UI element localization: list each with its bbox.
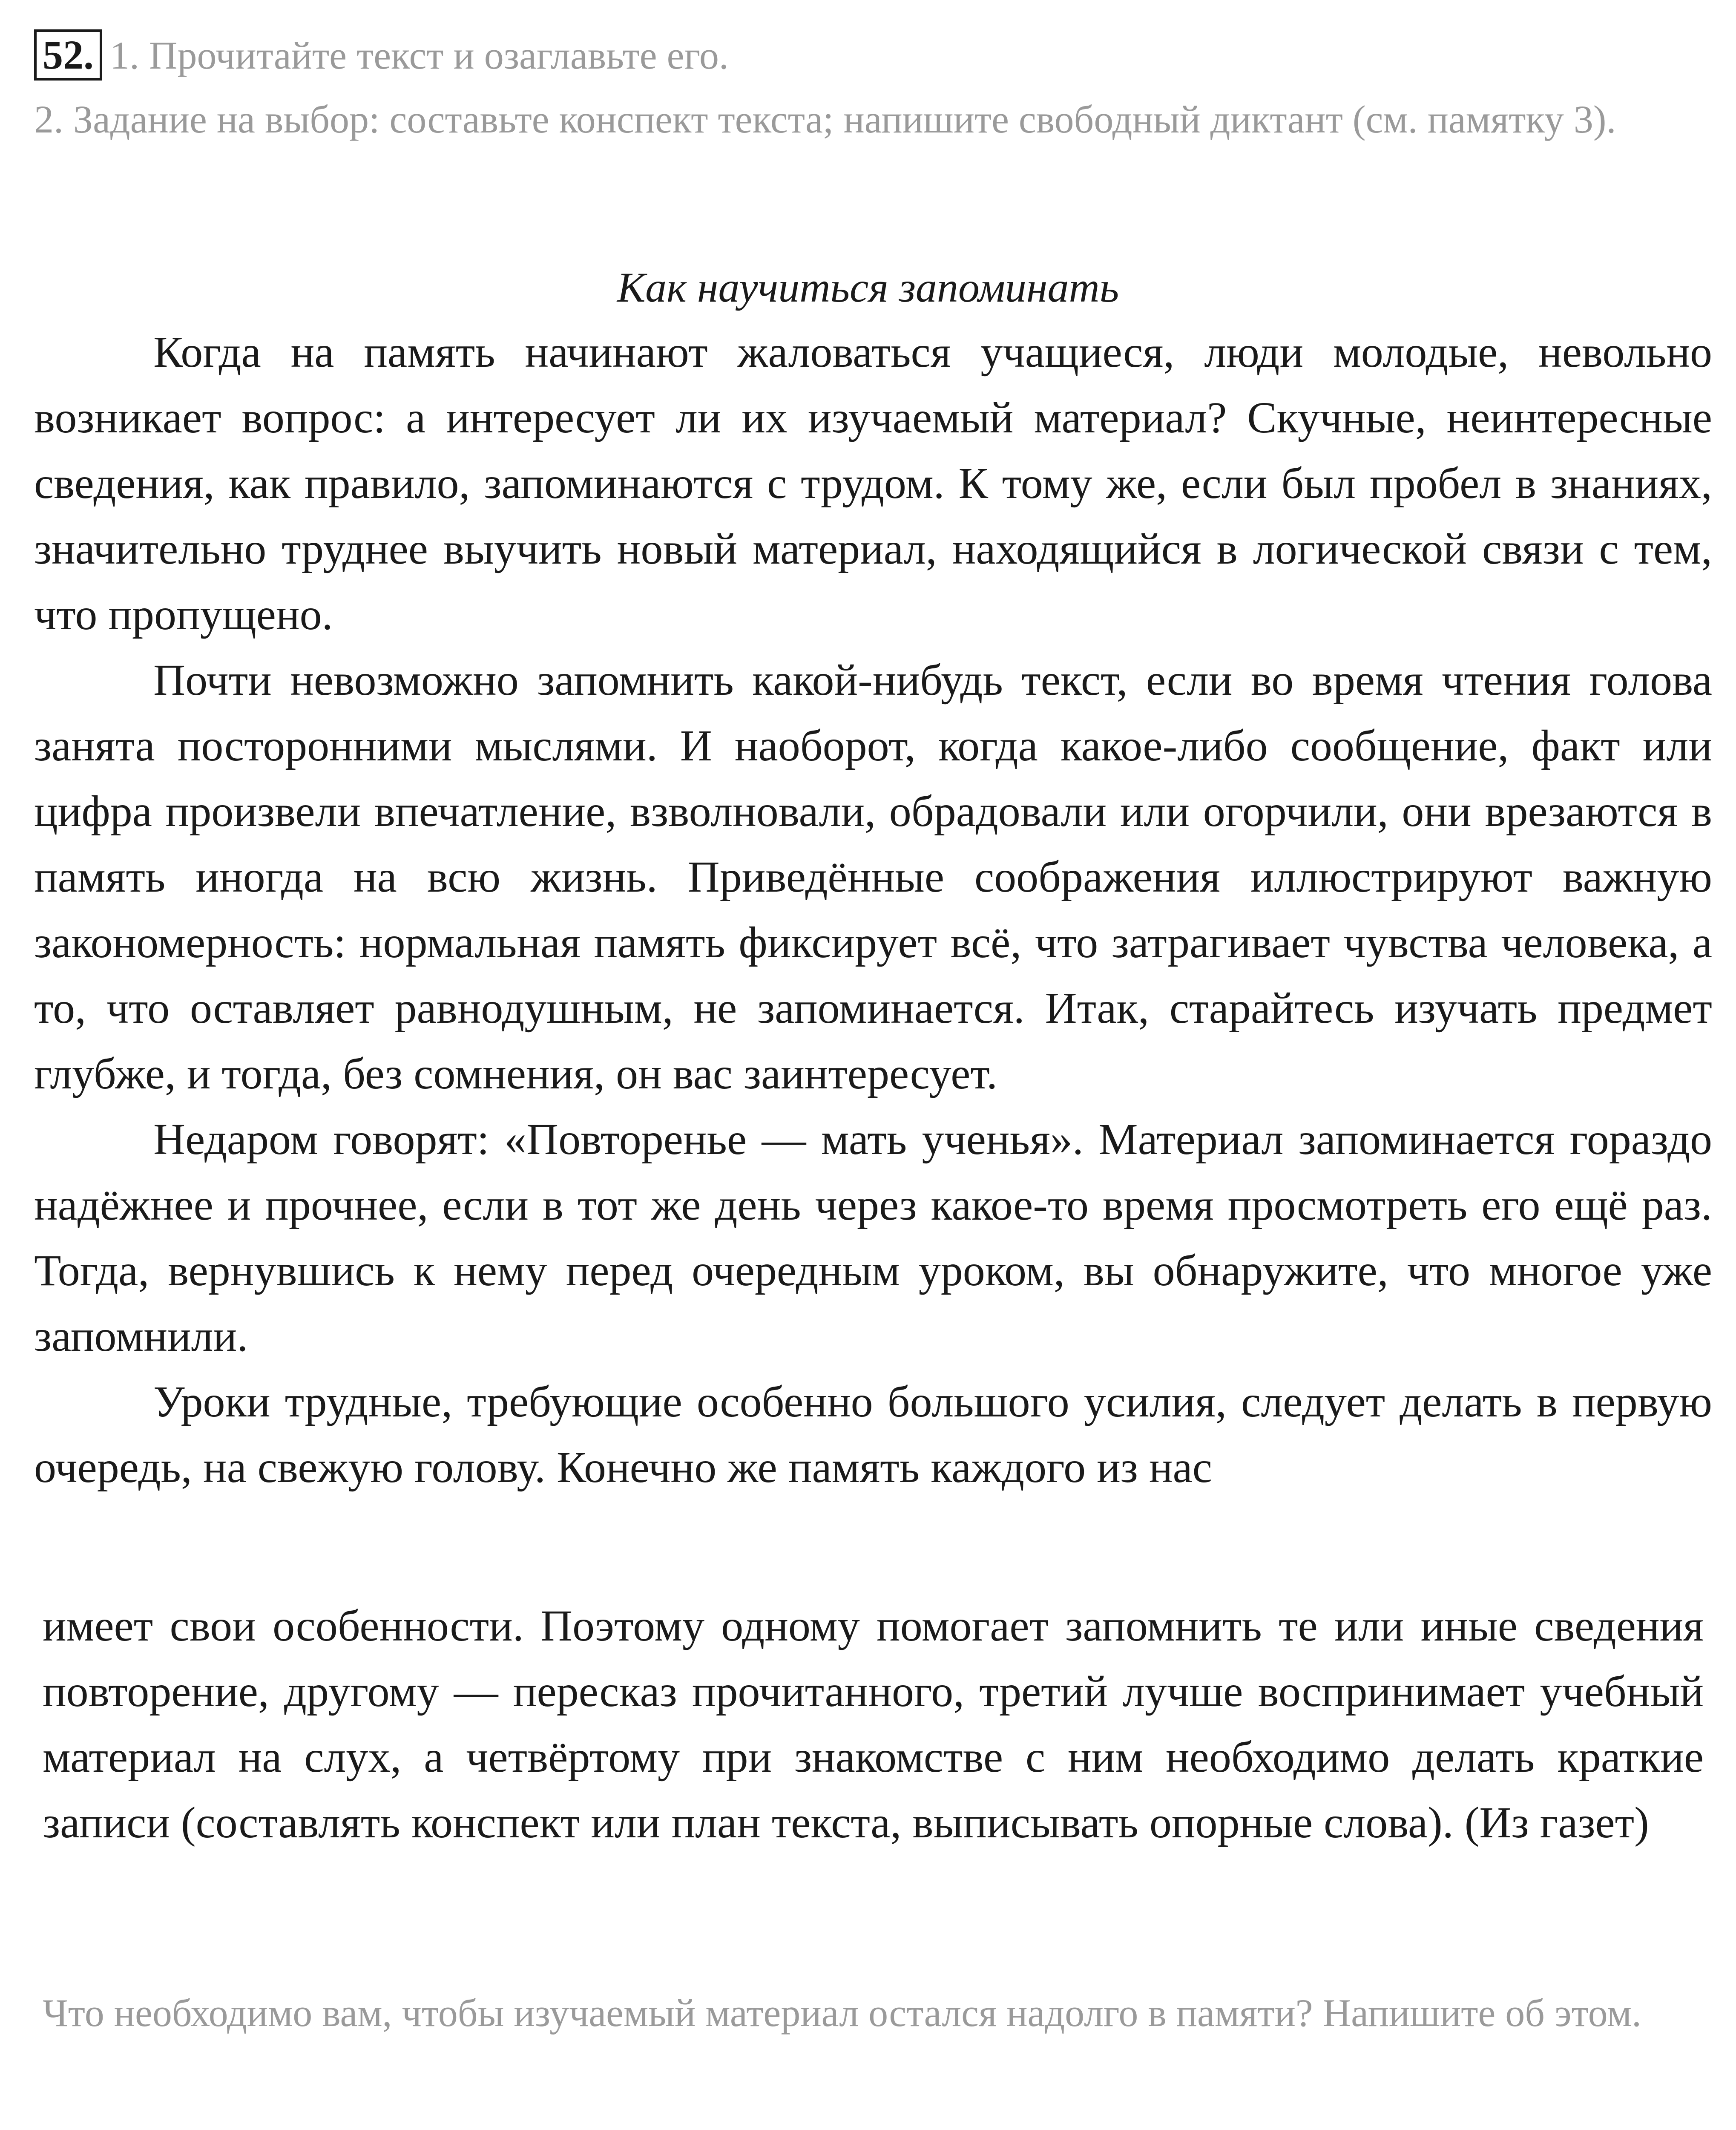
paragraph-3: Недаром говорят: «Повторенье — мать ученья». Материал запоминается гораздо надёжнее и прочнее, если в тот же день через какое-то время просмотреть его ещё раз. Тогда, вернувшись к нему перед очередным уроком, вы обнаружите, что многое уже запомнили. [34, 1115, 1712, 1361]
paragraph-4-continuation: имеет свои особенности. Поэтому одному помогает запомнить те или иные сведения повторение, другому — пересказ прочитанного, третий лучше воспринимает учебный материал на слух, а четвёртому при знакомстве с ним необходимо делать краткие записи (составлять конспект или план текста, выписывать опорные слова). (Из газет) [43, 1601, 1704, 1847]
task-number-badge: 52. [34, 29, 102, 81]
task-instruction-1: 1. Прочитайте текст и озаглавьте его. [110, 34, 729, 77]
paragraph-1: Когда на память начинают жаловаться учащиеся, люди молодые, невольно возникает вопрос: а интересует ли их изучаемый материал? Скучные, неинтересные сведения, как правило, запоминаются с трудом. К тому же, если был пробел в знаниях, значительно труднее выучить новый материал, находящийся в логической связи с тем, что пропущено. [34, 328, 1712, 639]
task-header [34, 23, 1695, 151]
paragraph-4: Уроки трудные, требующие особенно большого усилия, следует делать в первую очередь, на свежую голову. Конечно же память каждого из нас [34, 1377, 1712, 1492]
task-line-1 [34, 23, 1695, 87]
main-text [34, 320, 1712, 1500]
task-instruction-2: 2. Задание на выбор: составьте конспект текста; напишите свободный диктант (см. памятку 3). [34, 98, 1616, 141]
text-title: Как научиться запоминать [617, 264, 1119, 311]
paragraph-2: Почти невозможно запомнить какой-нибудь текст, если во время чтения голова занята посторонними мыслями. И наоборот, когда какое-либо сообщение, факт или цифра произвели впечатление, взволновали, обрадовали или огорчили, они врезаются в память иногда на всю жизнь. Приведённые соображения иллюстрируют важную закономерность: нормальная память фиксирует всё, что затрагивает чувства человека, а то, что оставляет равнодушным, не запоминается. Итак, старайтесь изучать предмет глубже, и тогда, без сомнения, он вас заинтересует. [34, 656, 1712, 1098]
follow-up-question: Что необходимо вам, чтобы изучаемый материал остался надолго в памяти? Напишите об этом. [43, 1991, 1642, 2035]
